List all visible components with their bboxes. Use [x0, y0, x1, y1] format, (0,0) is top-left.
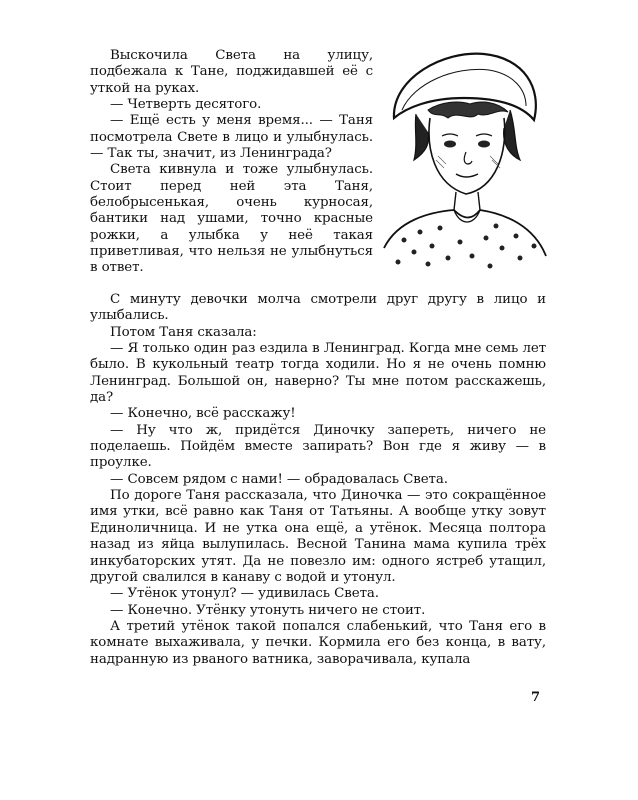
paragraph: — Ещё есть у меня время... — Таня посмотрела Свете в лицо и улыбнулась. — Так ты, значит, из Ленинграда? — [90, 113, 373, 162]
paragraph: — Утёнок утонул? — удивилась Света. — [110, 586, 379, 602]
paragraph: — Конечно, всё расскажу! — [110, 406, 296, 422]
paragraph: — Совсем рядом с нами! — обрадовалась Света. — [110, 471, 448, 487]
paragraph: — Я только один раз ездила в Ленинград. Когда мне семь лет было. В кукольный театр тогда ходили. Но я не очень помню Ленинград. Большой он, наверно? Ты мне потом расскажешь, да? — [90, 341, 546, 406]
paragraph: С минуту девочки молча смотрели друг другу в лицо и улыбались. — [90, 292, 546, 324]
girl-illustration — [374, 48, 552, 278]
text-block-bottom — [90, 292, 546, 668]
page-number: 7 — [531, 690, 541, 705]
paragraph: Потом Таня сказала: — [110, 324, 257, 340]
paragraph: По дороге Таня рассказала, что Диночка — это сокращённое имя утки, всё равно как Таня от Татьяны. А вообще утку зовут Единоличница. И не утка она ещё, а утёнок. Месяца полтора назад из яйца вылупилась. Весной Танина мама купила трёх инкубаторских утят. Да не повезло им: одного ястреб утащил, другой свалился в канаву с водой и утонул. — [90, 488, 546, 585]
paragraph: — Ну что ж, придётся Диночку запереть, ничего не поделаешь. Пойдём вместе запирать? Вон где я живу — в проулке. — [90, 422, 546, 471]
paragraph: Света кивнула и тоже улыбнулась. Стоит перед ней эта Таня, белобрысенькая, очень курносая, бантики над ушами, точно красные рожки, а улыбка у неё такая приветливая, что нельзя не улыбнуться в ответ. — [90, 162, 373, 276]
paragraph: — Четверть десятого. — [110, 97, 262, 113]
paragraph: А третий утёнок такой попался слабенький, что Таня его в комнате выхаживала, у печки. Кормила его без конца, в вату, надранную из рваного ватника, заворачивала, купала — [90, 618, 546, 667]
paragraph: Выскочила Света на улицу, подбежала к Тане, поджидавшей её с уткой на руках. — [90, 48, 373, 96]
paragraph: — Конечно. Утёнку утонуть ничего не стоит. — [110, 602, 426, 618]
